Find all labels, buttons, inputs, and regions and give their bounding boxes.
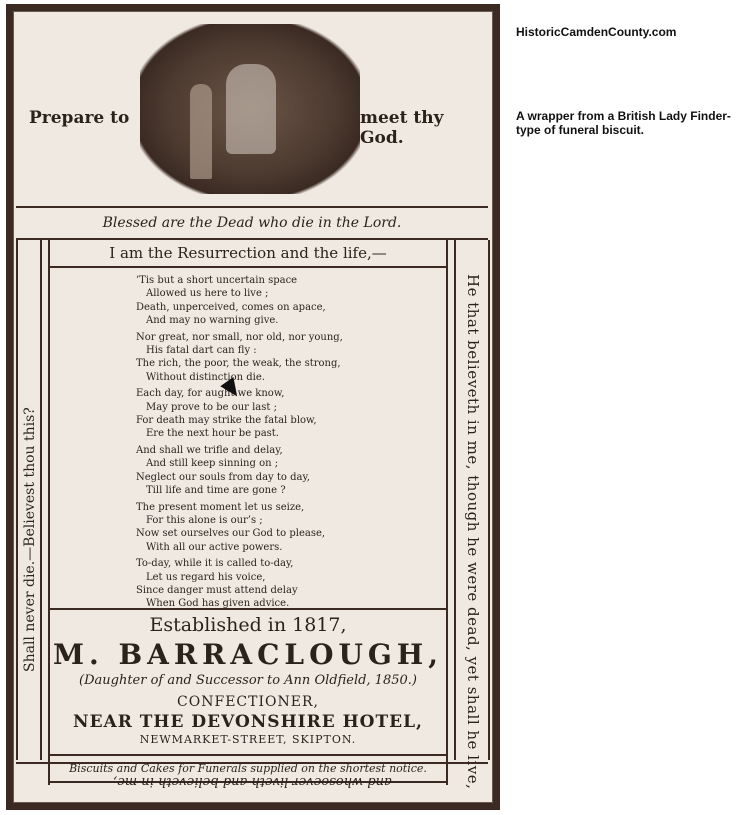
funeral-notice: Biscuits and Cakes for Funerals supplied on the shortest notice. xyxy=(50,754,446,783)
poem-line: For death may strike the fatal blow, xyxy=(136,415,317,427)
poem-line: Ere the next hour be past. xyxy=(146,428,279,440)
poem-line: His fatal dart can fly : xyxy=(146,345,257,357)
funeral-biscuit-wrapper xyxy=(6,4,500,810)
succession-line: (Daughter of and Successor to Ann Oldfield, 1850.) xyxy=(79,673,417,688)
poem-line: Nor great, nor small, nor old, nor young, xyxy=(136,331,343,343)
poem-line: And may no warning give. xyxy=(146,315,279,327)
merchant-name: M. BARRACLOUGH, xyxy=(52,638,444,671)
poem-line: Now set ourselves our God to please, xyxy=(136,528,326,540)
left-vertical-text: Shall never die.—Believest thou this? xyxy=(22,407,38,672)
poem-stanza xyxy=(136,274,446,328)
poem-line: With all our active powers. xyxy=(146,541,283,553)
poem-stanza xyxy=(136,501,446,555)
right-vertical-text: He that believeth in me, though he were dead, yet shall he live, xyxy=(464,274,482,790)
poem-line: The rich, the poor, the weak, the strong, xyxy=(136,358,341,370)
resurrection-heading: I am the Resurrection and the life,— xyxy=(50,240,446,268)
poem-line: And still keep sinning on ; xyxy=(146,458,279,470)
header-right-text: meet thy God. xyxy=(360,108,444,148)
wrapper-paper xyxy=(13,11,493,803)
blessed-banner: Blessed are the Dead who die in the Lord. xyxy=(16,206,488,240)
poem-line: Death, unperceived, comes on apace, xyxy=(136,301,326,313)
site-name[interactable]: HistoricCamdenCounty.com xyxy=(516,25,677,39)
poem-stanza xyxy=(136,557,446,611)
poem-line: Till life and time are gone ? xyxy=(146,485,286,497)
center-panel xyxy=(48,240,448,785)
image-caption: A wrapper from a British Lady Finder-type of funeral biscuit. xyxy=(516,109,731,137)
street-line: NEWMARKET-STREET, SKIPTON. xyxy=(139,733,357,746)
left-border-column xyxy=(16,240,42,760)
poem-line: May prove to be our last ; xyxy=(146,401,277,413)
poem-stanza xyxy=(136,387,446,441)
poem-line: Neglect our souls from day to day, xyxy=(136,471,310,483)
right-border-column xyxy=(454,240,490,790)
bottom-band xyxy=(16,762,488,794)
poem-line: And shall we trifle and delay, xyxy=(136,444,283,456)
poem-line: Since danger must attend delay xyxy=(136,584,298,596)
mourning-engraving xyxy=(140,24,360,194)
poem-line: ’Tis but a short uncertain space xyxy=(136,275,298,286)
bottom-inverted-text: and whosoever liveth and believeth in me, xyxy=(112,774,392,789)
poem-line: The present moment let us seize, xyxy=(136,501,305,513)
poem-stanza xyxy=(136,331,446,385)
poem-line: To-day, while it is called to-day, xyxy=(136,558,294,570)
mourner-figure xyxy=(190,84,212,179)
poem-line: For this alone is our’s ; xyxy=(146,514,263,526)
poem-line: Let us regard his voice, xyxy=(146,571,266,583)
poem xyxy=(50,268,446,611)
hotel-line: NEAR THE DEVONSHIRE HOTEL, xyxy=(73,712,423,732)
poem-stanza xyxy=(136,444,446,498)
trade-line: CONFECTIONER, xyxy=(177,694,319,710)
poem-line: Each day, for aught we know, xyxy=(136,388,285,400)
header-left-text: Prepare to xyxy=(29,108,130,128)
urn-illustration xyxy=(226,64,276,154)
poem-line: Allowed us here to live ; xyxy=(146,288,269,300)
poem-line: Without distinction die. xyxy=(146,371,265,383)
poem-line: When God has given advice. xyxy=(146,598,290,610)
established-line: Established in 1817, xyxy=(149,614,347,636)
shop-advertisement xyxy=(50,608,446,783)
